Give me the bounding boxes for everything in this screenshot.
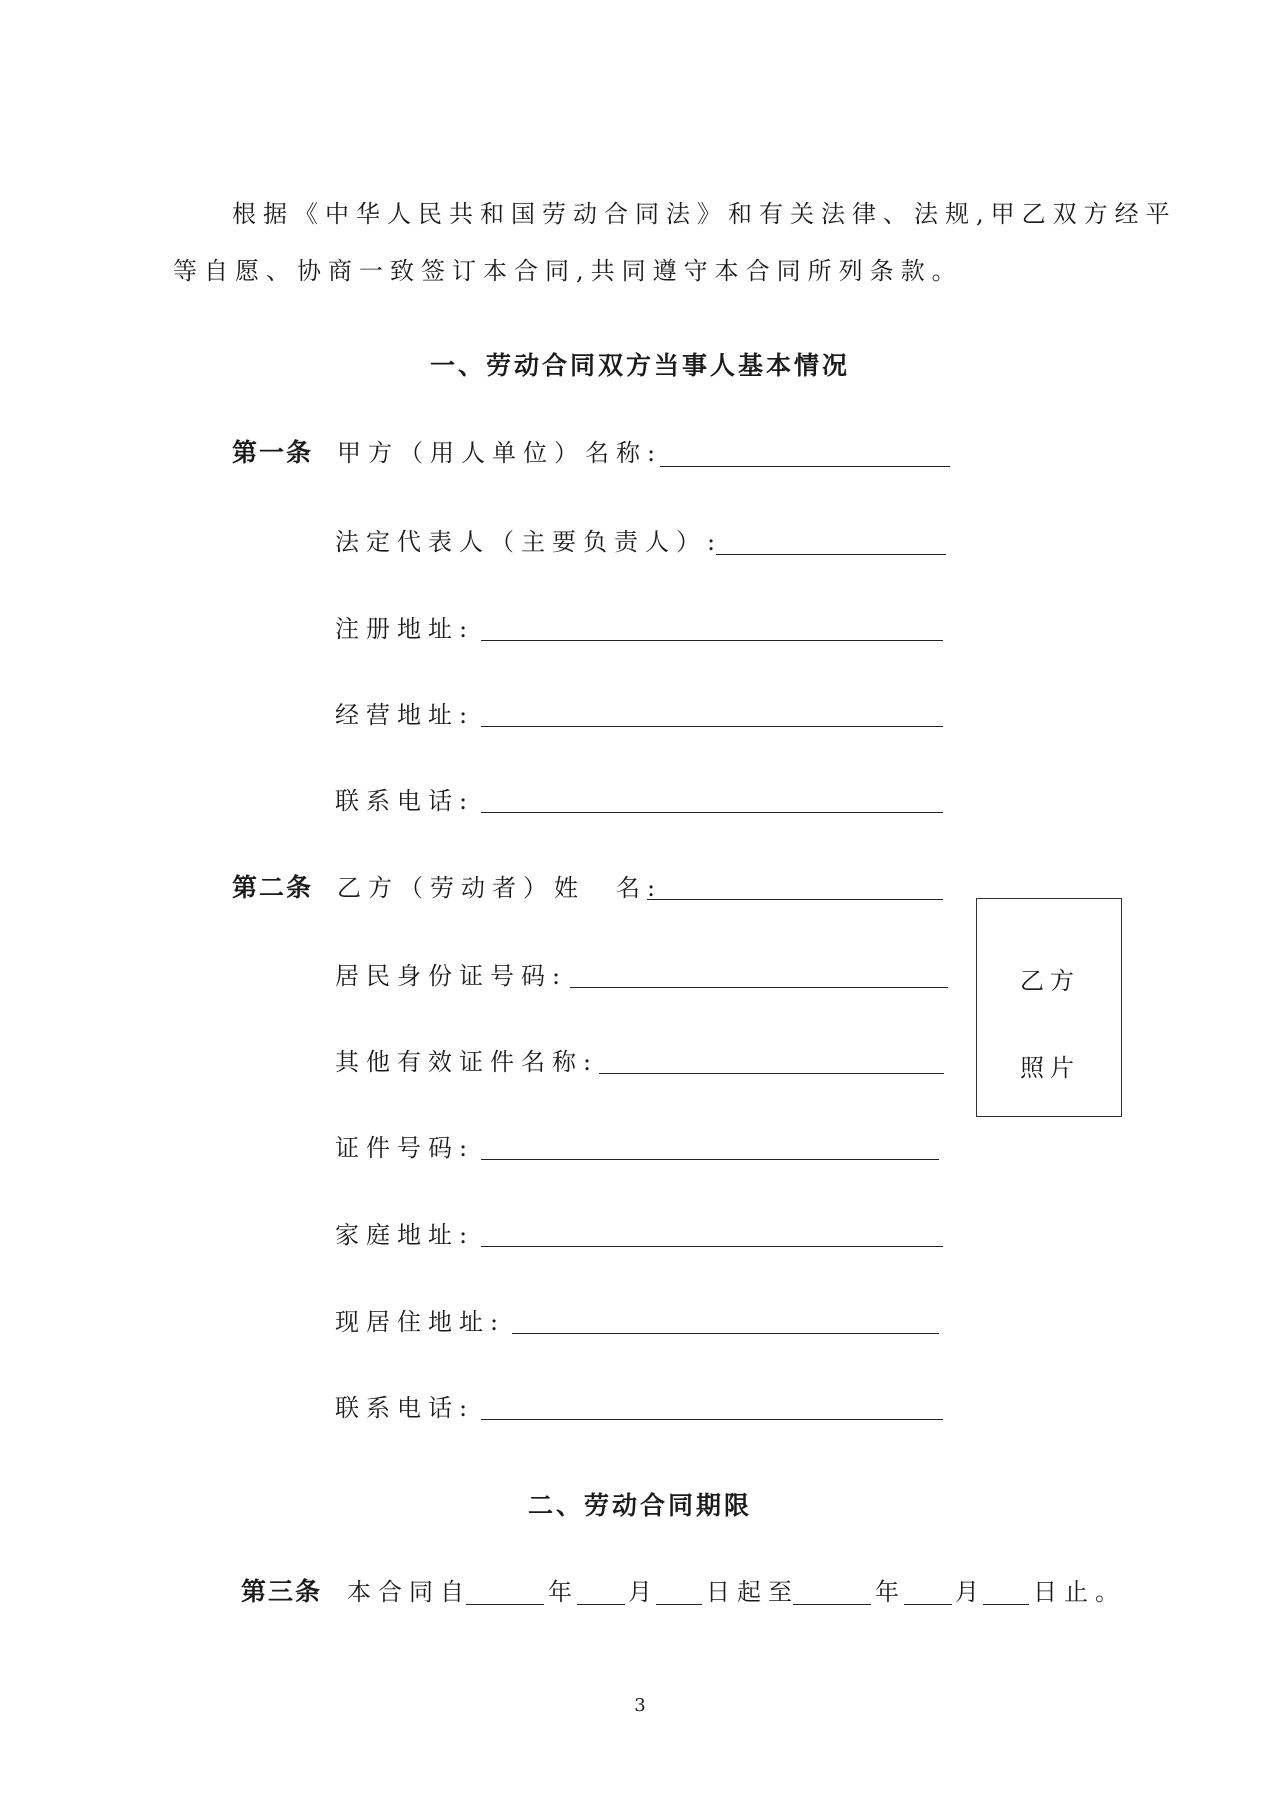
employer-name-label: 甲方（用人单位）名称: [337,439,663,467]
employer-name-field[interactable] [660,466,950,467]
term-start-text: 本合同自 [347,1578,471,1606]
end-year-unit: 年 [875,1578,906,1606]
employer-phone-field[interactable] [481,812,943,813]
employee-name-label: 乙方（劳动者）姓 名: [337,874,663,902]
start-year-field[interactable] [466,1604,544,1605]
photo-label-line-2: 照片 [1020,1054,1080,1082]
registered-address-field[interactable] [481,640,943,641]
home-address-field[interactable] [481,1246,943,1247]
home-address-label: 家庭地址: [335,1221,475,1249]
intro-line-2: 等自愿、协商一致签订本合同,共同遵守本合同所列条款。 [173,257,963,285]
section-heading-2: 二、劳动合同期限 [527,1491,752,1520]
id-number-label: 居民身份证号码: [335,962,568,990]
current-address-label: 现居住地址: [335,1308,506,1336]
page-number: 3 [634,1695,646,1716]
start-year-unit: 年 [548,1578,579,1606]
term-until-text: 日起至 [706,1578,799,1606]
end-month-field[interactable] [904,1604,952,1605]
registered-address-label: 注册地址: [335,615,475,643]
end-day-field[interactable] [983,1604,1029,1605]
business-address-field[interactable] [481,726,943,727]
end-year-field[interactable] [793,1604,871,1605]
article-3-label: 第三条 [241,1577,323,1606]
legal-representative-field[interactable] [716,554,946,555]
document-number-label: 证件号码: [335,1134,475,1162]
employer-phone-label: 联系电话: [335,787,475,815]
photo-label-line-1: 乙方 [1020,967,1080,995]
start-month-field[interactable] [577,1604,625,1605]
employee-phone-field[interactable] [481,1419,943,1420]
start-month-unit: 月 [628,1578,659,1606]
employee-photo-box[interactable] [976,898,1122,1117]
id-number-field[interactable] [570,987,948,988]
article-1-label: 第一条 [232,438,314,467]
employee-name-field[interactable] [647,899,943,900]
other-document-name-label: 其他有效证件名称: [335,1048,599,1076]
current-address-field[interactable] [512,1333,939,1334]
term-end-text: 日止。 [1033,1578,1126,1606]
intro-line-1: 根据《中华人民共和国劳动合同法》和有关法律、法规,甲乙双方经平 [232,200,1177,228]
document-number-field[interactable] [481,1159,939,1160]
end-month-unit: 月 [955,1578,986,1606]
employee-phone-label: 联系电话: [335,1394,475,1422]
other-document-name-field[interactable] [599,1073,944,1074]
legal-representative-label: 法定代表人（主要负责人）: [335,528,723,556]
article-2-label: 第二条 [232,873,314,902]
start-day-field[interactable] [656,1604,702,1605]
section-heading-1: 一、劳动合同双方当事人基本情况 [429,351,850,380]
business-address-label: 经营地址: [335,701,475,729]
